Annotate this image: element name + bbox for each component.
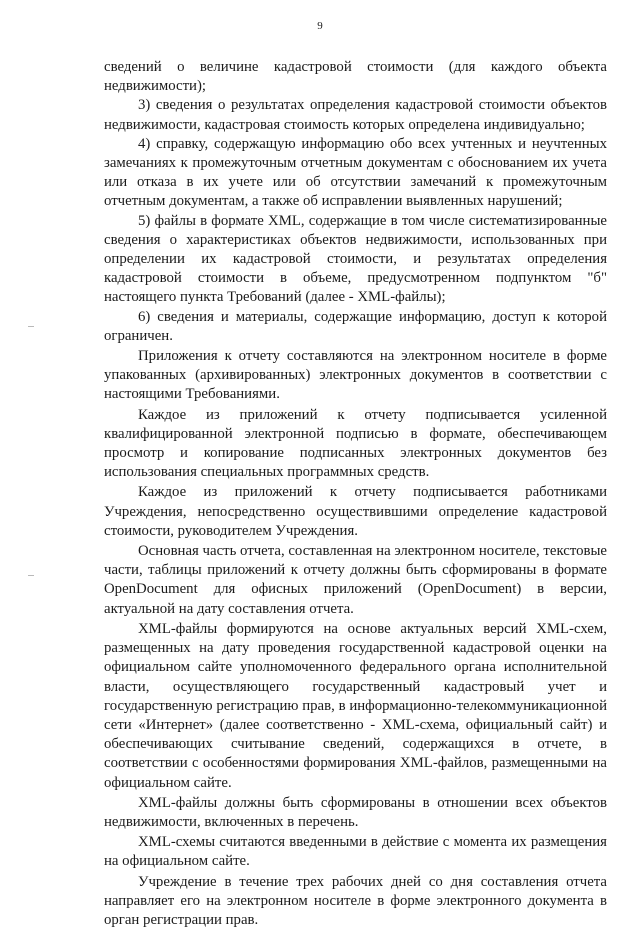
margin-mark: [28, 326, 34, 327]
paragraph-xml-scope: XML-файлы должны быть сформированы в отношении всех объектов недвижимости, включенных в перечень.: [104, 794, 607, 830]
paragraph-xml-schemas: XML-схемы считаются введенными в действие с момента их размещения на официальном сайте.: [104, 834, 607, 870]
page-number: 9: [317, 20, 323, 32]
paragraph-signatories: Каждое из приложений к отчету подписывается работниками Учреждения, непосредственно осуществившими определение кадастровой стоимости, руководителем Учреждения.: [104, 484, 607, 539]
paragraph-item-5: 5) файлы в формате XML, содержащие в том числе систематизированные сведения о характеристиках объектов недвижимости, использованных при определении их кадастровой стоимости, и результатах определения кадастровой стоимости в объеме, предусмотренном подпунктом "б" настоящего пункта Требований (далее - XML-файлы);: [104, 212, 607, 306]
paragraph-submission: Учреждение в течение трех рабочих дней со дня составления отчета направляет его на электронном носителе в форме электронного документа в орган регистрации прав.: [104, 873, 607, 928]
paragraph-signature: Каждое из приложений к отчету подписывается усиленной квалифицированной электронной подписью в формате, обеспечивающем просмотр и копирование подписанных электронных документов без использования специальных программных средств.: [104, 406, 607, 481]
paragraph-continuation: сведений о величине кадастровой стоимости (для каждого объекта недвижимости);: [104, 59, 607, 95]
paragraph-appendices: Приложения к отчету составляются на электронном носителе в форме упакованных (архивированных) электронных документов в соответствии с настоящими Требованиями.: [104, 348, 607, 403]
paragraph-item-3: 3) сведения о результатах определения кадастровой стоимости объектов недвижимости, кадастровая стоимость которых определена индивидуально;: [104, 97, 607, 133]
paragraph-xml-files: XML-файлы формируются на основе актуальных версий XML-схем, размещенных на дату проведения государственной кадастровой оценки на официальном сайте уполномоченного федерального органа исполнительной власти, осуществляющего государственный кадастровый учет и государственную регистрацию прав, в информационно-телекоммуникационной сети «Интернет» (далее соответственно - XML-схема, официальный сайт) и обеспечивающих считывание сведений, содержащихся в отчете, в соответствии с особенностями формирования XML-файлов, размещенными на официальном сайте.: [104, 620, 607, 791]
paragraph-item-4: 4) справку, содержащую информацию обо всех учтенных и неучтенных замечаниях к промежуточным отчетным документам с обоснованием их учета или отказа в их учете или об отсутствии замечаний к промежуточным отчетным документам, а также об исправлении выявленных нарушений;: [104, 135, 607, 210]
paragraph-item-6: 6) сведения и материалы, содержащие информацию, доступ к которой ограничен.: [104, 308, 607, 344]
paragraph-format: Основная часть отчета, составленная на электронном носителе, текстовые части, таблицы приложений к отчету должны быть сформированы в формате OpenDocument для офисных приложений (OpenDocument) в версии, актуальной на дату составления отчета.: [104, 543, 607, 617]
document-body: [104, 58, 607, 930]
margin-mark: [28, 575, 34, 576]
